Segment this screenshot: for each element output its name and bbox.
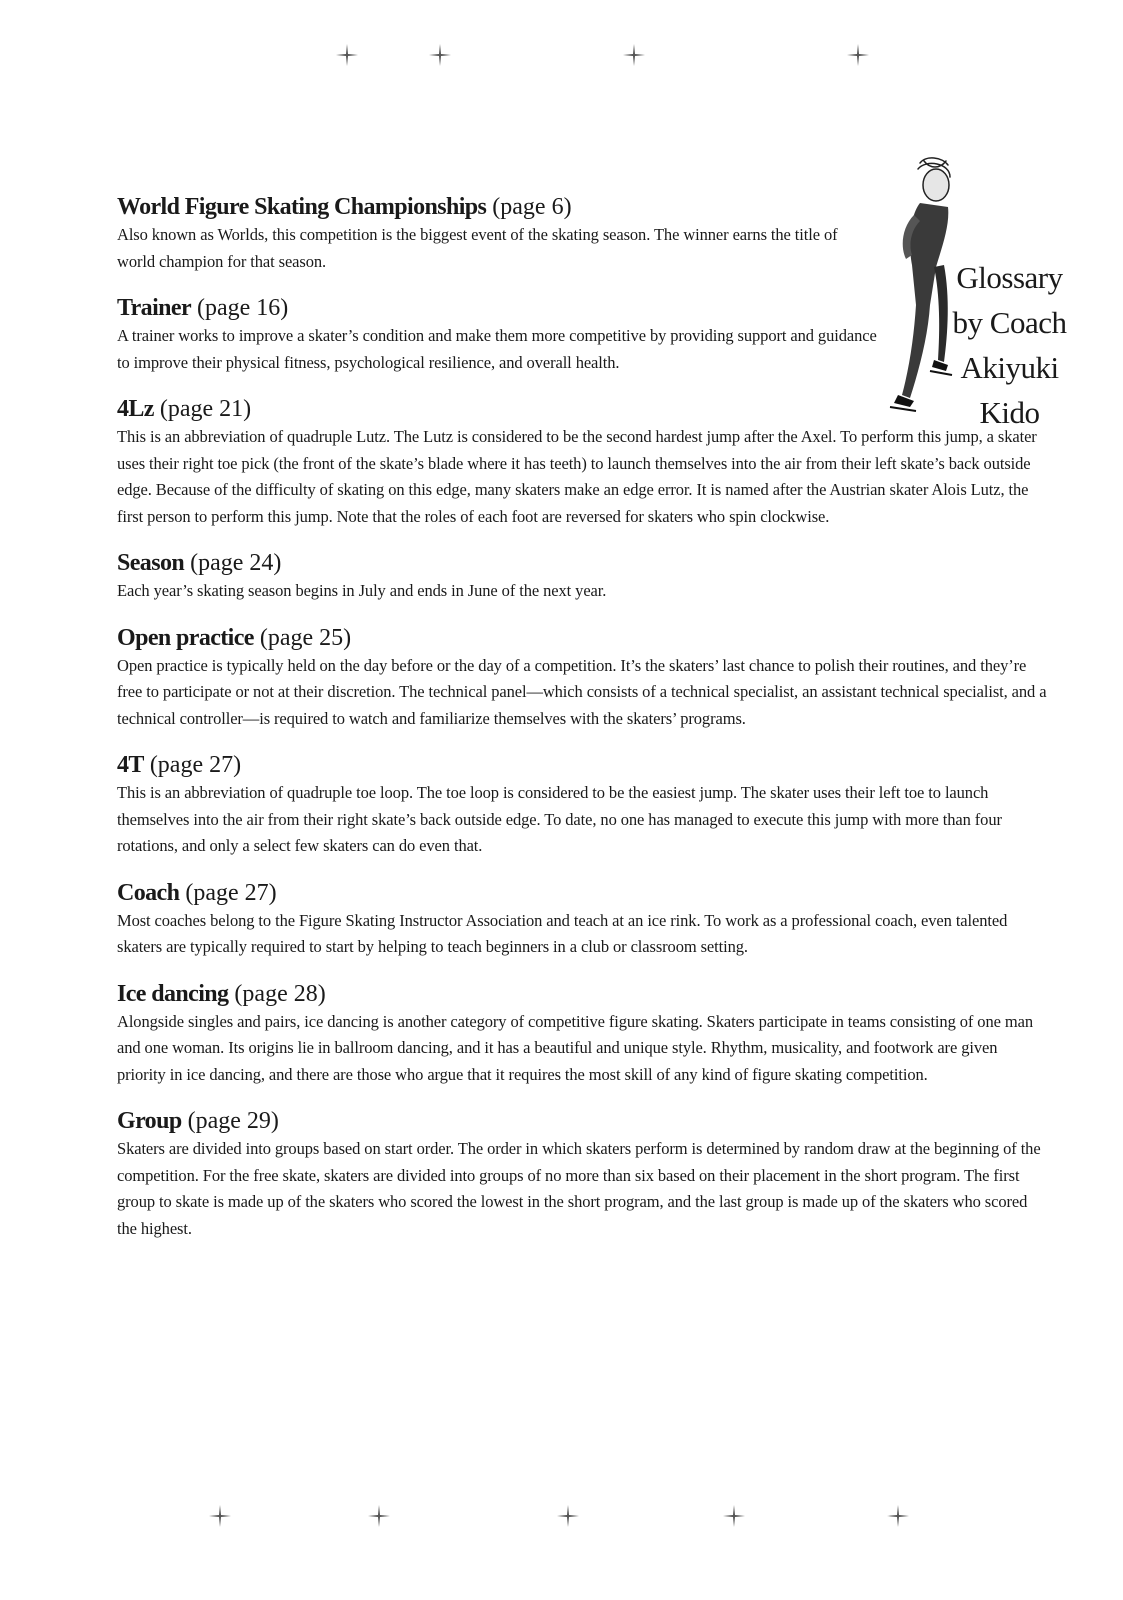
- entry-term: 4Lz: [117, 396, 154, 422]
- glossary-entry: [117, 394, 1047, 530]
- sparkle-icon: [557, 1505, 579, 1527]
- entry-term: Coach: [117, 879, 180, 906]
- entry-definition: Most coaches belong to the Figure Skating Instructor Association and teach at an ice rink. To work as a professional coach, even talented skaters are typically required to start by helping to teach beginners in a club or classroom setting.: [117, 910, 1008, 956]
- glossary-entry: [117, 293, 1047, 376]
- sparkle-icon: [847, 44, 869, 66]
- sparkle-icon: [623, 44, 645, 66]
- entry-heading: [117, 1106, 1047, 1136]
- entry-definition: This is an abbreviation of quadruple toe loop. The toe loop is considered to be the easiest jump. The skater uses their left toe to launch themselves into the air from their right skate’s back outside edge. To date, no one has managed to execute this jump with more than four rotations, and only a select few skaters can do even that.: [117, 783, 1002, 855]
- entry-term: Group: [117, 1108, 182, 1134]
- entry-page-ref: (page 25): [259, 624, 352, 651]
- glossary-entry: [117, 878, 1047, 961]
- entry-heading: [117, 750, 1047, 780]
- glossary-entry: [117, 979, 1047, 1089]
- entry-term: Season: [117, 550, 185, 576]
- entry-definition: A trainer works to improve a skater’s condition and make them more competitive by providing support and guidance to improve their physical fitness, psychological resilience, and overall health.: [117, 326, 877, 372]
- entry-page-ref: (page 16): [197, 295, 289, 321]
- entry-heading: [117, 979, 1047, 1009]
- sparkle-icon: [887, 1505, 909, 1527]
- entry-heading: [117, 878, 1047, 908]
- entry-term: 4T: [117, 752, 144, 778]
- entry-heading: [117, 623, 1047, 653]
- entry-page-ref: (page 24): [190, 550, 282, 576]
- entry-term: Open practice: [117, 624, 254, 651]
- entry-page-ref: (page 21): [159, 396, 252, 422]
- entry-term: World Figure Skating Championships: [117, 194, 487, 220]
- entry-heading: [117, 293, 1047, 323]
- entry-definition: Each year’s skating season begins in July and ends in June of the next year.: [117, 581, 607, 600]
- glossary-entry: [117, 750, 1047, 860]
- entry-definition: Open practice is typically held on the day before or the day of a competition. It’s the skaters’ last chance to polish their routines, and they’re free to participate or not at their discretion. The technical panel—which consists of a technical specialist, an assistant technical specialist, and a technical controller—is required to watch and familiarize themselves with the skaters’ programs.: [117, 655, 1047, 728]
- entry-term: Ice dancing: [117, 980, 229, 1007]
- entry-definition: Skaters are divided into groups based on start order. The order in which skaters perform is determined by random draw at the beginning of the competition. For the free skate, skaters are divided into groups of no more than six based on their placement in the short program. The first group to skate is made up of the skaters who scored the lowest in the short program, and the last group is made up of the skaters who scored the highest.: [117, 1139, 1041, 1238]
- glossary-entry: [117, 623, 1047, 733]
- sparkle-icon: [209, 1505, 231, 1527]
- entry-heading: [117, 192, 1047, 222]
- glossary-entry: [117, 1106, 1047, 1242]
- entry-page-ref: (page 27): [149, 752, 242, 778]
- entry-heading: [117, 394, 1047, 424]
- sparkle-icon: [368, 1505, 390, 1527]
- entry-page-ref: (page 29): [187, 1108, 279, 1134]
- entry-page-ref: (page 28): [234, 980, 326, 1007]
- glossary-title-line: by Coach: [952, 305, 1067, 340]
- glossary-title-line: Kido: [979, 395, 1040, 430]
- entry-definition: This is an abbreviation of quadruple Lutz. The Lutz is considered to be the second hardest jump after the Axel. To perform this jump, a skater uses their right toe pick (the front of the skate’s blade where it has teeth) to launch themselves into the air from their left skate’s back outside edge. Because of the difficulty of skating on this edge, many skaters make an edge error. It is named after the Austrian skater Alois Lutz, the first person to perform this jump. Note that the roles of each foot are reversed for skaters who spin clockwise.: [117, 427, 1037, 526]
- sparkle-icon: [429, 44, 451, 66]
- entry-term: Trainer: [117, 295, 191, 321]
- glossary-entry: [117, 192, 1047, 275]
- entry-definition: Alongside singles and pairs, ice dancing is another category of competitive figure skating. Skaters participate in teams consisting of one man and one woman. Its origins lie in ballroom dancing, and it has a beautiful and unique style. Rhythm, musicality, and footwork are given priority in ice dancing, and there are those who argue that it requires the most skill of any kind of figure skating competition.: [117, 1011, 1033, 1084]
- glossary-title-line: Akiyuki: [960, 350, 1059, 385]
- sparkle-icon: [723, 1505, 745, 1527]
- sparkle-icon: [336, 44, 358, 66]
- entry-heading: [117, 548, 1047, 578]
- glossary-title-line: Glossary: [956, 260, 1063, 295]
- glossary-list: [117, 192, 1047, 1260]
- entry-definition: Also known as Worlds, this competition is the biggest event of the skating season. The winner earns the title of world champion for that season.: [117, 225, 838, 271]
- glossary-entry: [117, 548, 1047, 605]
- entry-page-ref: (page 6): [492, 194, 572, 220]
- entry-page-ref: (page 27): [185, 879, 277, 906]
